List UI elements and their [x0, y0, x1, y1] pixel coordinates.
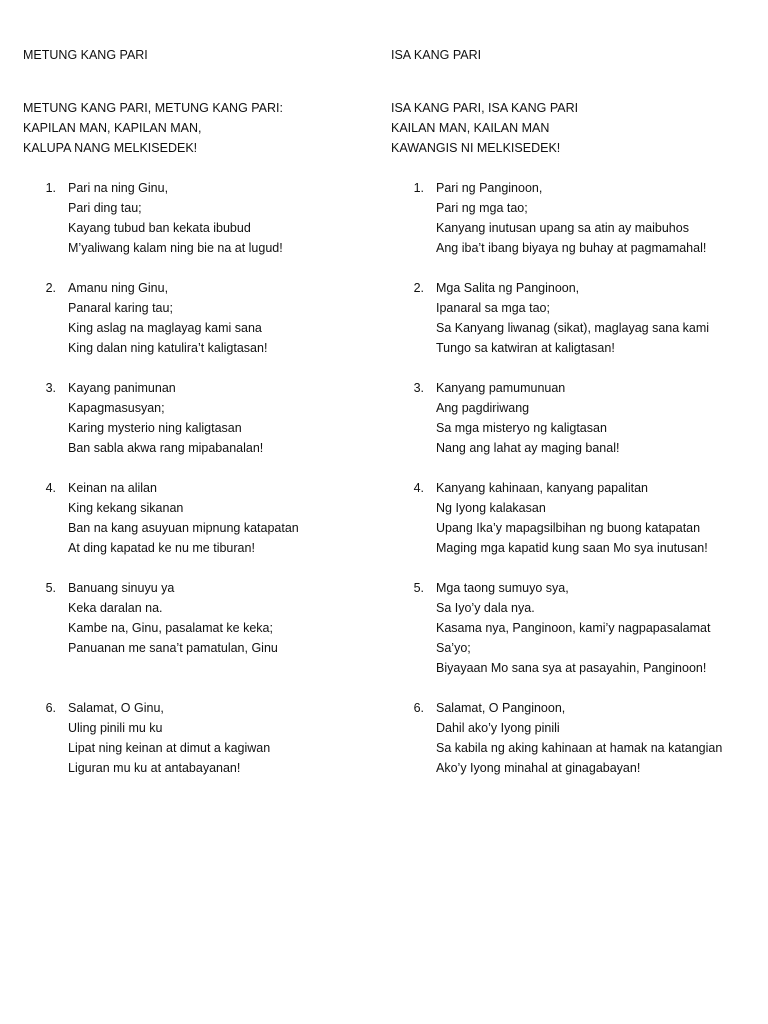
verse-line: Dahil ako’y Iyong pinili: [436, 721, 560, 735]
verse-line: Mga Salita ng Panginoon,: [436, 281, 580, 295]
verse-line: Kambe na, Ginu, pasalamat ke keka;: [68, 621, 273, 635]
verse-number: 5.: [45, 581, 56, 595]
verse-line: King aslag na maglayag kami sana: [68, 321, 262, 335]
refrain: [391, 98, 578, 158]
verse-line: Maging mga kapatid kung saan Mo sya inutusan!: [436, 541, 708, 555]
verse-number: 3.: [413, 381, 424, 395]
verse-line: Panaral karing tau;: [68, 301, 173, 315]
verse-line: Kapagmasusyan;: [68, 401, 165, 415]
refrain-line: KAPILAN MAN, KAPILAN MAN,: [23, 121, 202, 135]
refrain-line: KAWANGIS NI MELKISEDEK!: [391, 141, 561, 155]
verse-line: Nang ang lahat ay maging banal!: [436, 441, 620, 455]
verse-line: Biyayaan Mo sana sya at pasayahin, Panginoon!: [436, 661, 707, 675]
verse-line: Pari ng Panginoon,: [436, 181, 543, 195]
verse-line: Salamat, O Panginoon,: [436, 701, 566, 715]
verse-number: 6.: [413, 701, 424, 715]
verse-line: Pari ng mga tao;: [436, 201, 528, 215]
verse-line: Keka daralan na.: [68, 601, 163, 615]
refrain: [23, 98, 283, 158]
verse-line: Banuang sinuyu ya: [68, 581, 175, 595]
verse-number: 2.: [45, 281, 56, 295]
verse-line: Mga taong sumuyo sya,: [436, 581, 569, 595]
refrain-line: KALUPA NANG MELKISEDEK!: [23, 141, 198, 155]
verse-line: At ding kapatad ke nu me tiburan!: [68, 541, 255, 555]
verse-line: Sa mga misteryo ng kaligtasan: [436, 421, 607, 435]
verse-number: 1.: [45, 181, 56, 195]
verse-line: Lipat ning keinan at dimut a kagiwan: [68, 741, 271, 755]
verse-line: Sa’yo;: [436, 641, 471, 655]
verse-number: 6.: [45, 701, 56, 715]
verse-line: Kasama nya, Panginoon, kami’y nagpapasalamat: [436, 621, 711, 635]
verse-line: Kanyang pamumunuan: [436, 381, 566, 395]
verse-line: M’yaliwang kalam ning bie na at lugud!: [68, 241, 283, 255]
verse-line: Karing mysterio ning kaligtasan: [68, 421, 242, 435]
refrain-line: ISA KANG PARI, ISA KANG PARI: [391, 101, 579, 115]
verse-line: Kayang panimunan: [68, 381, 176, 395]
verse-line: Keinan na alilan: [68, 481, 157, 495]
verse-line: Kanyang kahinaan, kanyang papalitan: [436, 481, 648, 495]
verse-number: 5.: [413, 581, 424, 595]
verse-line: Ang iba’t ibang biyaya ng buhay at pagmamahal!: [436, 241, 707, 255]
verse-line: Sa kabila ng aking kahinaan at hamak na katangian: [436, 741, 723, 755]
verse-number: 2.: [413, 281, 424, 295]
verse-number: 4.: [45, 481, 56, 495]
verse-line: Uling pinili mu ku: [68, 721, 163, 735]
verse-line: Pari ding tau;: [68, 201, 142, 215]
song-title: METUNG KANG PARI: [23, 48, 148, 62]
verse-line: Sa Iyo’y dala nya.: [436, 601, 535, 615]
verse-number: 4.: [413, 481, 424, 495]
verse-line: Sa Kanyang liwanag (sikat), maglayag sana kami: [436, 321, 710, 335]
verse-line: Kayang tubud ban kekata ibubud: [68, 221, 251, 235]
verse-number: 1.: [413, 181, 424, 195]
verse-line: Kanyang inutusan upang sa atin ay maibuhos: [436, 221, 689, 235]
refrain-line: KAILAN MAN, KAILAN MAN: [391, 121, 550, 135]
verse-line: Ng Iyong kalakasan: [436, 501, 546, 515]
verse-line: Panuanan me sana’t pamatulan, Ginu: [68, 641, 278, 655]
verse-line: Ang pagdiriwang: [436, 401, 530, 415]
verse-number: 3.: [45, 381, 56, 395]
verse-line: Tungo sa katwiran at kaligtasan!: [436, 341, 615, 355]
refrain-line: METUNG KANG PARI, METUNG KANG PARI:: [23, 101, 283, 115]
verse-line: Upang Ika’y mapagsilbihan ng buong katapatan: [436, 521, 701, 535]
verse-line: Ako’y Iyong minahal at ginagabayan!: [436, 761, 641, 775]
verse-line: King kekang sikanan: [68, 501, 184, 515]
verse-line: Salamat, O Ginu,: [68, 701, 164, 715]
verse-line: Ban na kang asuyuan mipnung katapatan: [68, 521, 299, 535]
verse-line: Liguran mu ku at antabayanan!: [68, 761, 241, 775]
verse-line: Ban sabla akwa rang mipabanalan!: [68, 441, 264, 455]
song-title: ISA KANG PARI: [391, 48, 482, 62]
verse-line: Ipanaral sa mga tao;: [436, 301, 550, 315]
verse-line: Pari na ning Ginu,: [68, 181, 169, 195]
verse-line: King dalan ning katulira’t kaligtasan!: [68, 341, 268, 355]
verse-line: Amanu ning Ginu,: [68, 281, 169, 295]
